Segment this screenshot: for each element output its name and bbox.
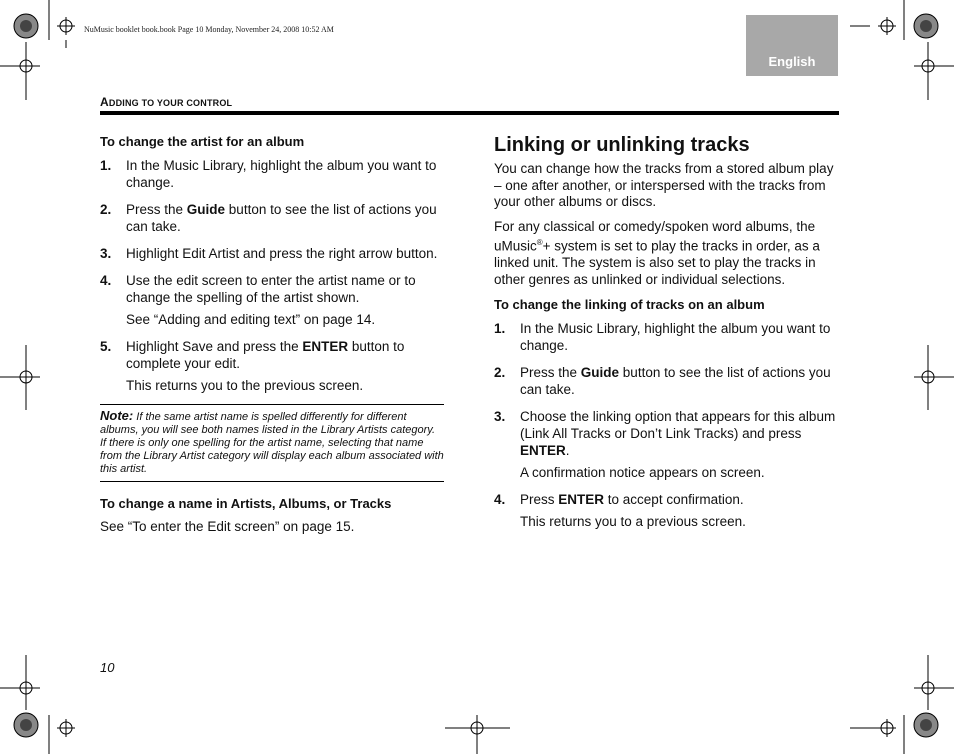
step-text-bold: Guide	[186, 202, 226, 217]
step-text-pre: Use the edit screen to enter the artist name or to change the spelling of the artist shown.	[126, 273, 416, 305]
section-rule	[100, 111, 839, 115]
step-text-pre: Highlight Save and press the	[126, 339, 303, 354]
right-column	[494, 133, 839, 540]
right-heading: To change the linking of tracks on an album	[494, 297, 765, 312]
left-steps	[100, 157, 444, 394]
step-number: 2.	[494, 365, 506, 380]
step-number: 4.	[100, 273, 112, 288]
step-text	[126, 245, 444, 262]
step-text-post: to accept confirmation.	[604, 492, 744, 507]
step-number: 3.	[494, 409, 506, 424]
step-item	[100, 157, 444, 191]
right-para-2	[494, 219, 839, 289]
right-intro: You can change how the tracks from a stored album play – one after another, or interspersed with the tracks from your other albums or discs.	[494, 161, 834, 209]
step-item	[494, 408, 839, 481]
step-number: 4.	[494, 492, 506, 507]
step-text-post: button to complete your edit.	[126, 339, 405, 371]
step-text	[520, 491, 839, 508]
section-header	[100, 95, 232, 109]
note-label: Note:	[100, 408, 134, 423]
step-item	[100, 245, 444, 262]
page-number: 10	[100, 660, 115, 675]
step-text-pre: In the Music Library, highlight the album you want to change.	[126, 158, 437, 190]
step-text-post: button to see the list of actions you can take.	[520, 365, 831, 397]
step-text-pre: Highlight Edit Artist and press the right arrow button.	[126, 246, 438, 261]
step-text	[520, 320, 839, 354]
language-tab-label: English	[768, 54, 816, 69]
section-header-first: A	[100, 95, 109, 109]
right-para-2-b: + system is set to play the tracks in order, as a linked unit. The system is also set to play the tracks in other genres as unlinked or individual selections.	[494, 238, 820, 287]
step-text-pre: In the Music Library, highlight the album you want to change.	[520, 321, 831, 353]
step-text	[126, 272, 444, 306]
step-text	[126, 201, 444, 235]
step-text	[520, 364, 839, 398]
step-number: 1.	[100, 158, 112, 173]
right-para-2-a: For any classical or comedy/spoken word albums, the uMusic	[494, 218, 816, 254]
step-text-pre: Press	[520, 492, 559, 507]
section-header-rest: DDING TO YOUR CONTROL	[108, 98, 233, 108]
right-title: Linking or unlinking tracks	[494, 134, 750, 156]
step-text-pre: Press the	[520, 365, 581, 380]
step-number: 2.	[100, 202, 112, 217]
left-heading-2: To change a name in Artists, Albums, or Tracks	[100, 496, 392, 511]
step-subtext: This returns you to a previous screen.	[520, 514, 746, 529]
step-item	[100, 338, 444, 394]
step-text-post: .	[565, 443, 570, 458]
step-subtext: A confirmation notice appears on screen.	[520, 465, 765, 480]
step-number: 1.	[494, 321, 506, 336]
registered-mark: ®	[536, 238, 543, 247]
step-number: 3.	[100, 246, 112, 261]
left-heading-1: To change the artist for an album	[100, 134, 305, 149]
step-text-bold: Guide	[580, 365, 620, 380]
step-item	[100, 272, 444, 328]
step-item	[100, 201, 444, 235]
step-text	[520, 408, 839, 459]
step-subtext: See “Adding and editing text” on page 14.	[126, 312, 376, 327]
step-text-bold: ENTER	[302, 339, 349, 354]
left-para-2: See “To enter the Edit screen” on page 15.	[100, 519, 355, 534]
step-text-post: button to see the list of actions you can take.	[126, 202, 437, 234]
step-item	[494, 320, 839, 354]
left-column	[100, 133, 444, 543]
step-text	[126, 338, 444, 372]
note	[100, 404, 444, 482]
step-item	[494, 364, 839, 398]
step-item	[494, 491, 839, 530]
step-text-bold: ENTER	[520, 443, 566, 458]
step-subtext: This returns you to the previous screen.	[126, 378, 364, 393]
step-text-pre: Choose the linking option that appears for this album (Link All Tracks or Don’t Link Tracks) and press	[520, 409, 836, 441]
note-text: If the same artist name is spelled differently for different albums, you will see both names listed in the Library Artists category. If there is only one spelling for the artist name, selecting that name from the Library Artist category will display each album associated with this artist.	[100, 411, 444, 475]
step-text-bold: ENTER	[558, 492, 605, 507]
step-text	[126, 157, 444, 191]
step-text-pre: Press the	[126, 202, 187, 217]
language-tab	[746, 15, 838, 76]
right-steps	[494, 320, 839, 530]
print-slug: NuMusic booklet book.book Page 10 Monday, November 24, 2008 10:52 AM	[84, 25, 334, 34]
step-number: 5.	[100, 339, 112, 354]
